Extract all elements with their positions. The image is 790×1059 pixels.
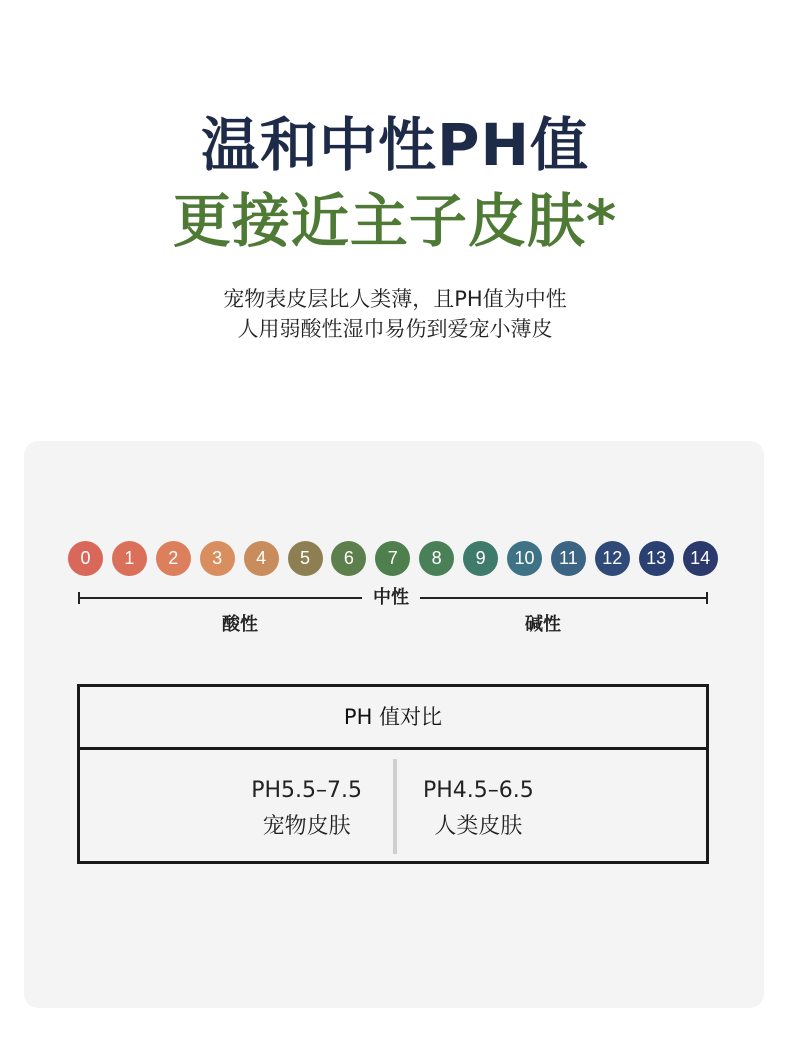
ph-dot-4: 4 (244, 541, 279, 576)
alkali-label: 碱性 (525, 614, 561, 635)
ph-dot-7: 7 (375, 541, 410, 576)
ph-dot-8: 8 (419, 541, 454, 576)
acid-label: 酸性 (222, 614, 258, 635)
pet-skin-cell (251, 773, 362, 845)
ph-dot-1: 1 (112, 541, 147, 576)
ph-dot-13: 13 (639, 541, 674, 576)
ph-dot-10: 10 (507, 541, 542, 576)
ph-dot-11: 11 (551, 541, 586, 576)
human-ph-range: PH4.5–6.5 (423, 778, 534, 803)
ph-scale (68, 541, 714, 577)
subtitle-line-2: 人用弱酸性湿巾易伤到爱宠小薄皮 (237, 317, 553, 341)
headline-main: 温和中性PH值 (200, 111, 590, 179)
ph-dot-12: 12 (595, 541, 630, 576)
neutral-label: 中性 (362, 586, 420, 610)
ph-dot-14: 14 (683, 541, 718, 576)
ph-comparison-table (77, 684, 709, 864)
subtitle-line-1: 宠物表皮层比人类薄，且PH值为中性 (223, 287, 567, 311)
axis-left-cap (78, 592, 80, 604)
ph-dot-6: 6 (331, 541, 366, 576)
comparison-title: PH 值对比 (80, 687, 706, 750)
pet-skin-label: 宠物皮肤 (262, 814, 351, 839)
pet-ph-range: PH5.5–7.5 (251, 778, 362, 803)
ph-dot-9: 9 (463, 541, 498, 576)
human-skin-label: 人类皮肤 (434, 814, 523, 839)
axis-right-cap (706, 592, 708, 604)
ph-dot-2: 2 (156, 541, 191, 576)
column-divider (393, 759, 397, 854)
human-skin-cell (423, 773, 534, 845)
ph-dot-5: 5 (288, 541, 323, 576)
ph-dot-3: 3 (200, 541, 235, 576)
ph-dot-0: 0 (68, 541, 103, 576)
headline-sub: 更接近主子皮肤* (172, 187, 618, 255)
